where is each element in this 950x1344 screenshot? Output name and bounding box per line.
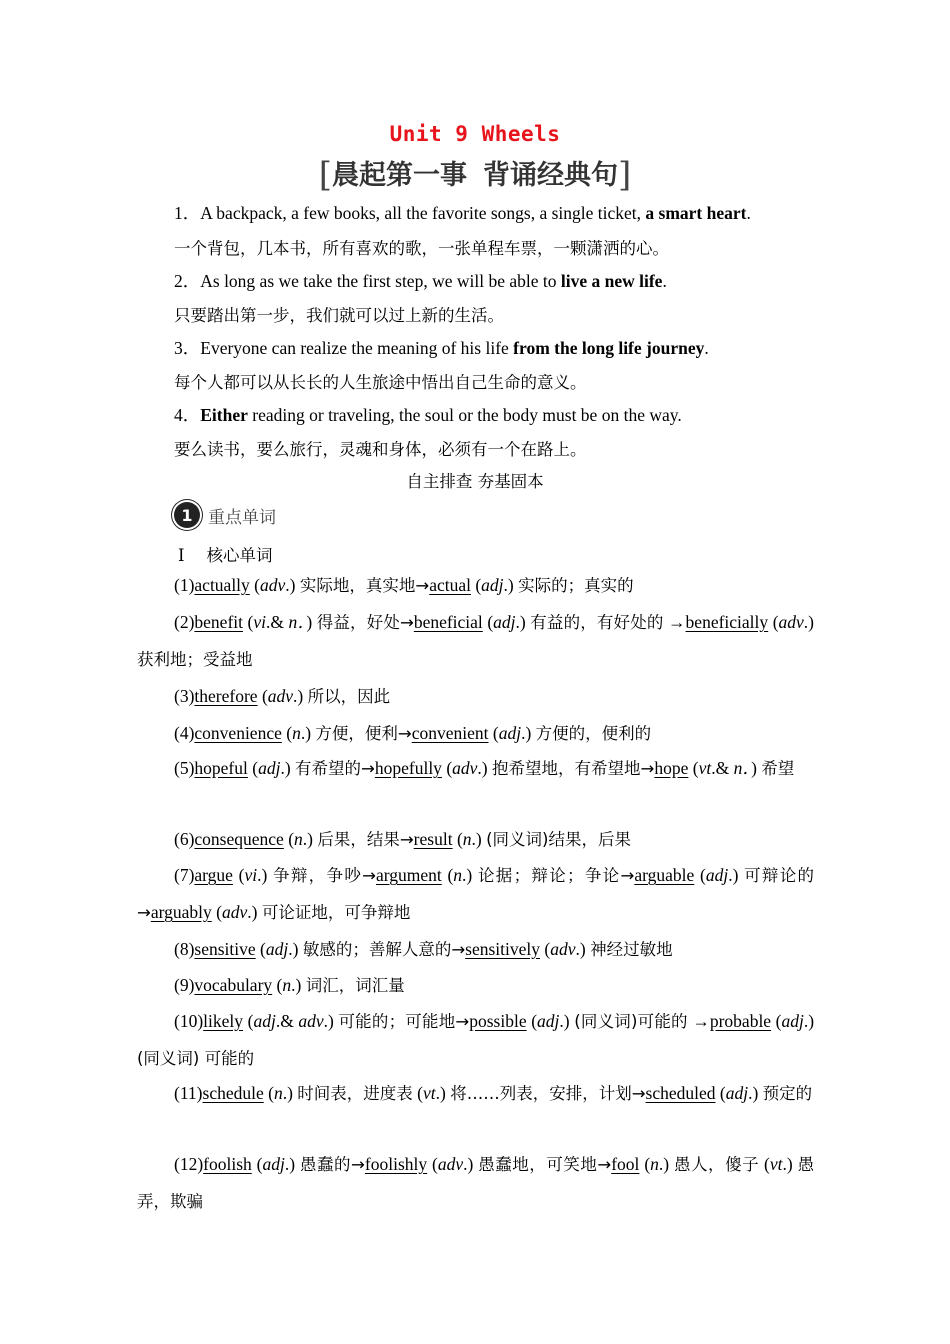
sentence-1-cn: 一个背包，几本书，所有喜欢的歌，一张单程车票，一颗潇洒的心。 [174, 239, 669, 258]
section-heading: 自主排查 夯基固本 [406, 472, 544, 491]
number-badge-icon: 1 [174, 502, 200, 528]
entry-1: (1)actually (adv.) 实际地，真实地→actual (adj.) 实际的；真实的 [174, 575, 634, 595]
entry-10: (10)likely (adj.& adv.) 可能的；可能地→possible (adj.) (同义词)可能的 →probable (adj.) (同义词) 可能的 [137, 1011, 815, 1068]
entry-3: (3)therefore (adv.) 所以，因此 [174, 686, 391, 706]
unit-title: Unit 9 Wheels [389, 122, 561, 146]
sentence-3-en: 3．Everyone can realize the meaning of his life from the long life journey. [174, 338, 709, 358]
core-words-heading: Ⅰ 核心单词 [178, 546, 273, 565]
sentence-1-en: 1．A backpack, a few books, all the favorite songs, a single ticket, a smart heart. [174, 203, 751, 223]
entry-8: (8)sensitive (adj.) 敏感的；善解人意的→sensitively (adv.) 神经过敏地 [174, 939, 673, 959]
key-words-label: 重点单词 [208, 507, 276, 528]
entry-2: (2)benefit (vi.& n．) 得益，好处→beneficial (adj.) 有益的，有好处的 →beneficially (adv.) 获利地；受益地 [137, 612, 814, 669]
sentence-2-cn: 只要踏出第一步，我们就可以过上新的生活。 [174, 306, 504, 325]
sentence-3-cn: 每个人都可以从长长的人生旅途中悟出自己生命的意义。 [174, 373, 587, 392]
banner-text-right: 背诵经典句 [483, 160, 618, 191]
entry-7: (7)argue (vi.) 争辩，争吵→argument (n.) 论据；辩论；争论→arguable (adj.) 可辩论的→arguably (adv.) 可论证地，可争辩地 [137, 865, 815, 922]
entry-5: (5)hopeful (adj.) 有希望的→hopefully (adv.) 抱希望地，有希望地→hope (vt.& n．) 希望 [174, 758, 795, 778]
entry-4: (4)convenience (n.) 方便，便利→convenient (adj.) 方便的，便利的 [174, 723, 652, 743]
entry-9: (9)vocabulary (n.) 词汇，词汇量 [174, 975, 405, 995]
entry-11: (11)schedule (n.) 时间表，进度表 (vt.) 将……列表，安排，计划→scheduled (adj.) 预定的 [174, 1083, 813, 1103]
section-banner [0, 153, 950, 195]
entry-12: (12)foolish (adj.) 愚蠢的→foolishly (adv.) 愚蠢地，可笑地→fool (n.) 愚人，傻子 (vt.) 愚弄，欺骗 [137, 1154, 815, 1211]
banner-text-left: 晨起第一事 [332, 160, 467, 191]
entry-6: (6)consequence (n.) 后果，结果→result (n.) (同义词)结果，后果 [174, 829, 631, 849]
sentence-4-en: 4．Either reading or traveling, the soul or the body must be on the way. [174, 405, 682, 425]
banner-bracket-right: ] [618, 155, 632, 195]
banner-bracket-left: [ [318, 155, 332, 195]
key-words-heading [174, 502, 276, 528]
sentence-4-cn: 要么读书，要么旅行，灵魂和身体，必须有一个在路上。 [174, 440, 587, 459]
sentence-2-en: 2．As long as we take the first step, we will be able to live a new life. [174, 271, 667, 291]
